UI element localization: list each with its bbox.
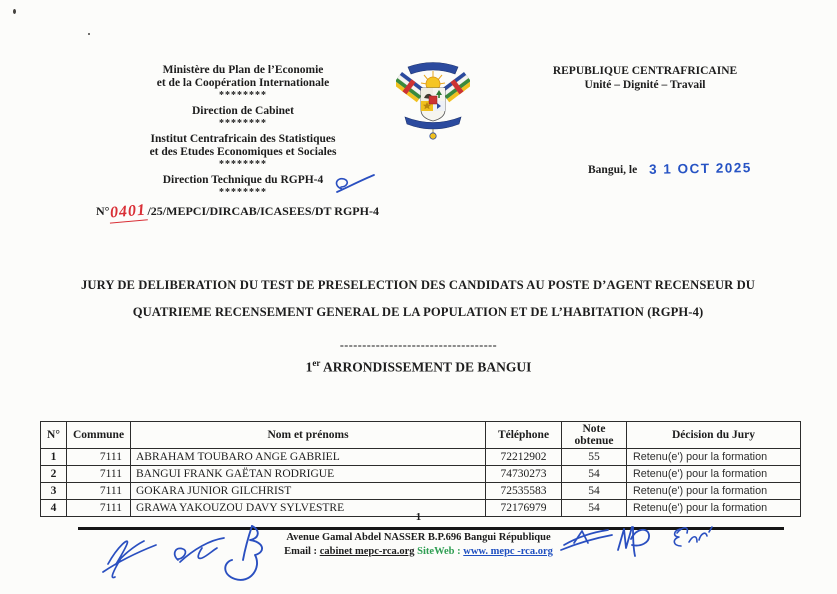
col-header-num: N°: [41, 422, 67, 449]
cell-commune: 7111: [67, 466, 131, 483]
national-motto: Unité – Dignité – Travail: [584, 79, 706, 91]
cell-commune: 7111: [67, 500, 131, 517]
col-header-phone: Téléphone: [486, 422, 562, 449]
table-row: [41, 483, 801, 500]
institut-line-1: Institut Centrafricain des Statistiques: [150, 133, 336, 145]
cell-commune: 7111: [67, 483, 131, 500]
signature-bottom-right-2: [612, 522, 658, 560]
page-number: 1: [415, 511, 422, 523]
scan-speck: [13, 9, 16, 14]
cell-decision: Retenu(e') pour la formation: [627, 449, 801, 466]
cell-phone: 74730273: [486, 466, 562, 483]
dashed-separator: -----------------------------------: [339, 338, 498, 352]
document-title: [38, 272, 798, 326]
footer-address: Avenue Gamal Abdel NASSER B.P.696 Bangui République: [286, 532, 551, 543]
cell-num: 1: [41, 449, 67, 466]
cell-num: 4: [41, 500, 67, 517]
country-name: REPUBLIQUE CENTRAFRICAINE: [552, 65, 738, 77]
date-line: [588, 161, 752, 176]
col-header-decision: Décision du Jury: [627, 422, 801, 449]
place-label: Bangui, le: [588, 164, 638, 176]
subtitle-text: ARRONDISSEMENT DE BANGUI: [320, 359, 532, 375]
cell-decision: Retenu(e') pour la formation: [627, 483, 801, 500]
signature-bottom-left-1: [100, 530, 164, 586]
subtitle-number: 1: [305, 359, 313, 375]
header-right-block: [500, 64, 790, 92]
signature-bottom-right-3: [668, 523, 718, 559]
scan-speck: [88, 33, 90, 35]
siteweb-value: www. mepc -rca.org: [463, 545, 553, 557]
arrondissement-subtitle: [0, 358, 837, 376]
ref-number-handwritten: 0401: [109, 201, 149, 223]
direction-technique: Direction Technique du RGPH-4: [162, 174, 324, 186]
email-value: cabinet mepc-rca.org: [319, 545, 415, 557]
ref-prefix: N°: [96, 204, 110, 218]
coat-of-arms-emblem: [396, 57, 470, 143]
ref-suffix: /25/MEPCI/DIRCAB/ICASEES/DT RGPH-4: [147, 204, 379, 218]
cell-name: GRAWA YAKOUZOU DAVY SYLVESTRE: [131, 500, 486, 517]
cell-phone: 72212902: [486, 449, 562, 466]
table-row: [41, 449, 801, 466]
results-table-container: [40, 421, 801, 517]
cell-commune: 7111: [67, 449, 131, 466]
siteweb-label: SiteWeb :: [414, 545, 464, 557]
table-row: [41, 466, 801, 483]
col-header-commune: Commune: [67, 422, 131, 449]
cell-decision: Retenu(e') pour la formation: [627, 466, 801, 483]
separator-stars: ********: [219, 118, 267, 129]
table-header-row: [41, 422, 801, 449]
results-table: [40, 421, 801, 517]
cell-name: ABRAHAM TOUBARO ANGE GABRIEL: [131, 449, 486, 466]
results-table-body: [41, 449, 801, 517]
title-line-2: QUATRIEME RECENSEMENT GENERAL DE LA POPULATION ET DE L’HABITATION (RGPH-4): [132, 305, 704, 319]
date-stamp: 3 1 OCT 2025: [649, 160, 753, 177]
cell-note: 54: [562, 500, 627, 517]
subtitle-ordinal: er: [312, 358, 321, 368]
cell-note: 55: [562, 449, 627, 466]
cell-num: 2: [41, 466, 67, 483]
ministry-line-2: et de la Coopération Internationale: [156, 77, 330, 89]
signature-bottom-right-1: [560, 527, 614, 555]
institut-line-2: et des Etudes Economiques et Sociales: [149, 146, 337, 158]
cell-name: GOKARA JUNIOR GILCHRIST: [131, 483, 486, 500]
reference-number-line: [96, 202, 416, 221]
col-header-note: Note obtenue: [562, 422, 627, 449]
separator-stars: ********: [219, 159, 267, 170]
cell-note: 54: [562, 483, 627, 500]
ministry-line-1: Ministère du Plan de l’Economie: [162, 64, 324, 76]
cell-decision: Retenu(e') pour la formation: [627, 500, 801, 517]
signature-bottom-left-3: [212, 522, 276, 592]
cell-note: 54: [562, 466, 627, 483]
cell-phone: 72535583: [486, 483, 562, 500]
email-label: Email :: [284, 545, 320, 557]
cell-name: BANGUI FRANK GAËTAN RODRIGUE: [131, 466, 486, 483]
direction-cabinet: Direction de Cabinet: [191, 105, 294, 117]
title-line-1: JURY DE DELIBERATION DU TEST DE PRESELECTION DES CANDIDATS AU POSTE D’AGENT RECENSEUR DU: [81, 278, 755, 292]
separator-stars: ********: [219, 90, 267, 101]
cell-num: 3: [41, 483, 67, 500]
separator-stars: ********: [219, 187, 267, 198]
cell-phone: 72176979: [486, 500, 562, 517]
paraph-signature: [330, 173, 376, 197]
col-header-name: Nom et prénoms: [131, 422, 486, 449]
